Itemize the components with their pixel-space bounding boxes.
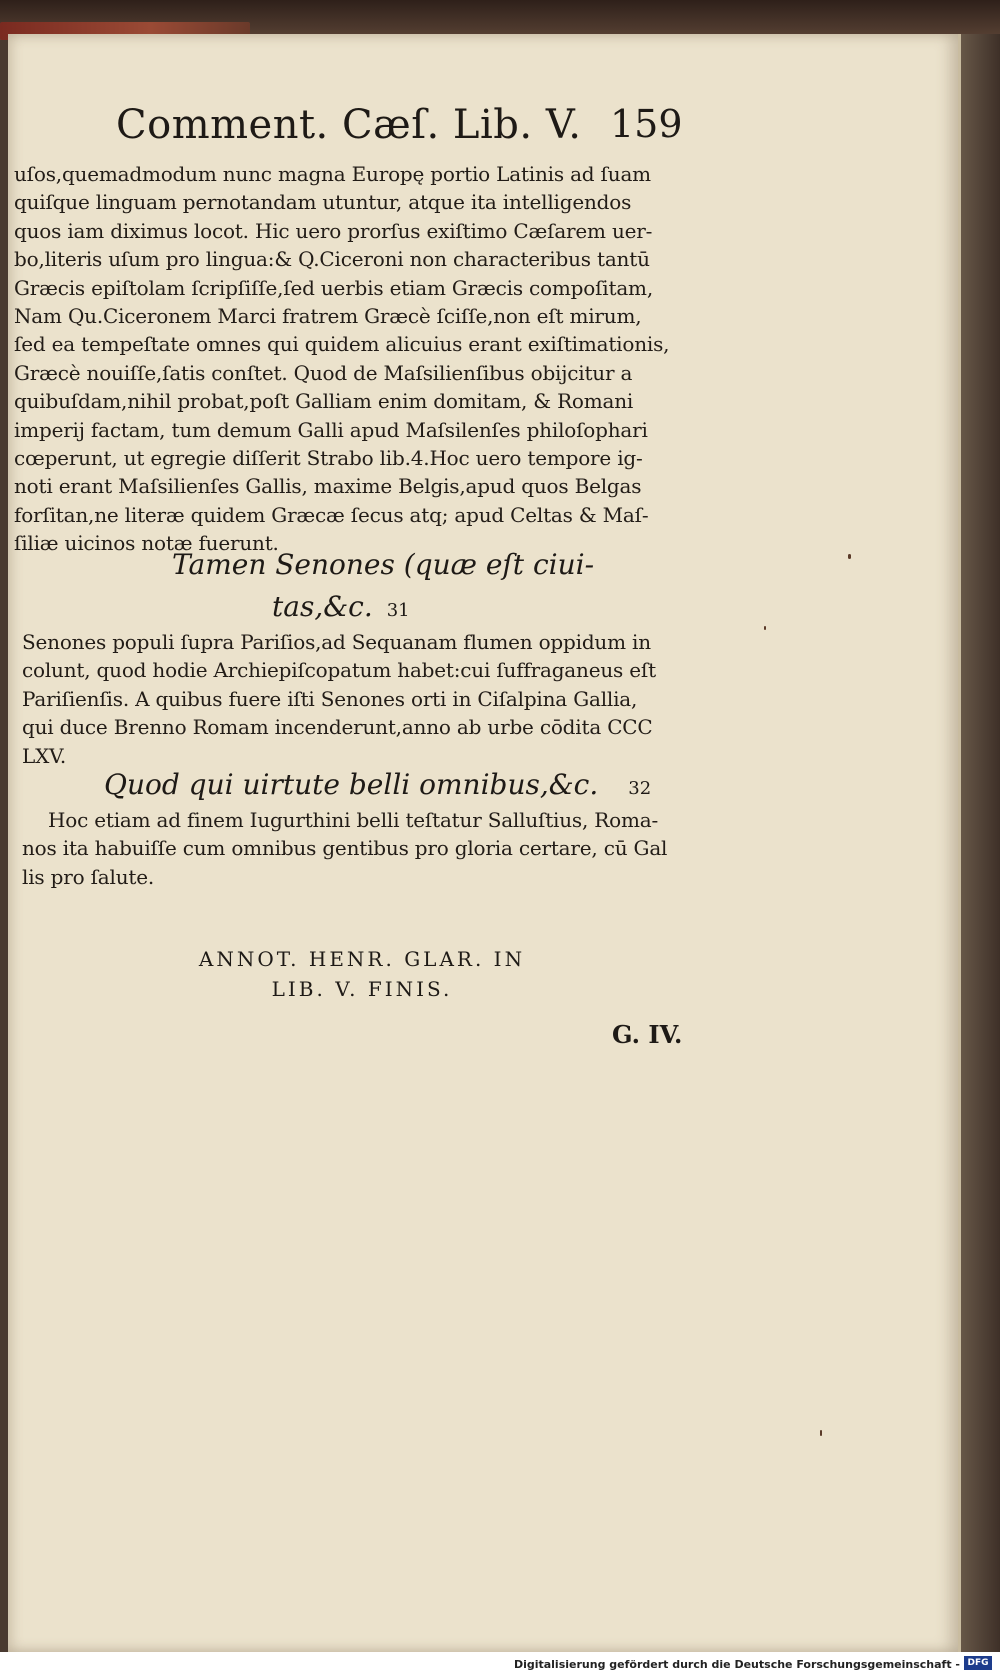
signature-mark: G. IV. — [612, 1020, 683, 1049]
text-line: uſos,quemadmodum nunc magna Europę portio Latinis ad ſuam — [14, 162, 651, 186]
text-line: quiſque linguam pernotandam utuntur, atque ita intelligendos — [14, 190, 632, 215]
ink-speck — [848, 554, 851, 559]
text-line: ſed ea tempeſtate omnes qui quidem alicuius erant exiſtimationis, — [14, 332, 670, 357]
paragraph-1 — [14, 160, 704, 558]
text-line: Hoc etiam ad finem Iugurthini belli teſtatur Salluſtius, Roma- — [48, 808, 659, 832]
ink-speck — [820, 1430, 822, 1436]
note-number: 32 — [628, 778, 652, 799]
note-number: 31 — [386, 600, 410, 621]
text-line: noti erant Maſsilienſes Gallis, maxime Belgis,apud quos Belgas — [14, 474, 642, 499]
lemma-heading-2 — [104, 768, 651, 801]
lemma-heading-1: Tamen Senones (quæ eſt ciui- — [172, 548, 595, 581]
running-head: Comment. Cæſ. Lib. V. — [116, 102, 582, 148]
page-number: 159 — [610, 102, 683, 146]
dfg-logo: DFG — [964, 1656, 992, 1670]
colophon — [162, 944, 562, 1004]
text-line: quos iam diximus locot. Hic uero prorſus exiſtimo Cæſarem uer- — [14, 218, 653, 243]
text-line: qui duce Brenno Romam incenderunt,anno ab urbe cōdita CCC — [22, 715, 653, 740]
text-line: forſitan,ne literæ quidem Græcæ ſecus atq; apud Celtas & Maſ- — [14, 502, 649, 527]
text-line: nos ita habuiſſe cum omnibus gentibus pro gloria certare, cū Gal — [22, 836, 668, 861]
text-line: bo,literis uſum pro lingua:& Q.Ciceroni non characteribus tantū — [14, 247, 650, 272]
footer-credit: Digitalisierung gefördert durch die Deutsche Forschungsgemeinschaft - — [513, 1658, 960, 1671]
page-gutter-shadow — [958, 34, 1000, 1652]
text-line: LXV. — [22, 743, 67, 768]
lemma-heading-2-text: Quod qui uirtute belli omnibus,&c. — [104, 768, 599, 801]
text-line: Nam Qu.Ciceronem Marci fratrem Græcè ſciſſe,non eſt mirum, — [14, 304, 642, 329]
text-line: colunt, quod hodie Archiepiſcopatum habet:cui ſuffraganeus eſt — [22, 658, 656, 683]
text-line: Pariſienſis. A quibus fuere iſti Senones orti in Ciſalpina Gallia, — [22, 686, 638, 711]
text-line: cœperunt, ut egregie diſſerit Strabo lib.4.Hoc uero tempore ig- — [14, 446, 643, 471]
text-line: Senones populi ſupra Pariſios,ad Sequanam flumen oppidum in — [22, 630, 651, 654]
lemma-heading-1-line2: tas,&c. — [272, 590, 373, 623]
ink-speck — [764, 626, 766, 630]
colophon-line: LIB. V. FINIS. — [271, 977, 453, 1001]
text-line: quibuſdam,nihil probat,poſt Galliam enim domitam, & Romani — [14, 389, 634, 414]
lemma-heading-1-cont — [272, 590, 410, 623]
paragraph-3 — [22, 806, 712, 891]
colophon-line: ANNOT. HENR. GLAR. IN — [198, 947, 526, 971]
text-line: lis pro ſalute. — [22, 864, 155, 889]
paragraph-2 — [22, 628, 712, 770]
text-line: Græcè nouiſſe,ſatis conſtet. Quod de Maſsilienſibus obijcitur a — [14, 360, 633, 385]
text-line: Græcis epiſtolam ſcripſiſſe,ſed uerbis etiam Græcis compoſitam, — [14, 275, 653, 300]
text-line: imperij factam, tum demum Galli apud Maſsilenſes philoſophari — [14, 417, 648, 442]
text-line: ſiliæ uicinos notæ fuerunt. — [14, 531, 279, 556]
